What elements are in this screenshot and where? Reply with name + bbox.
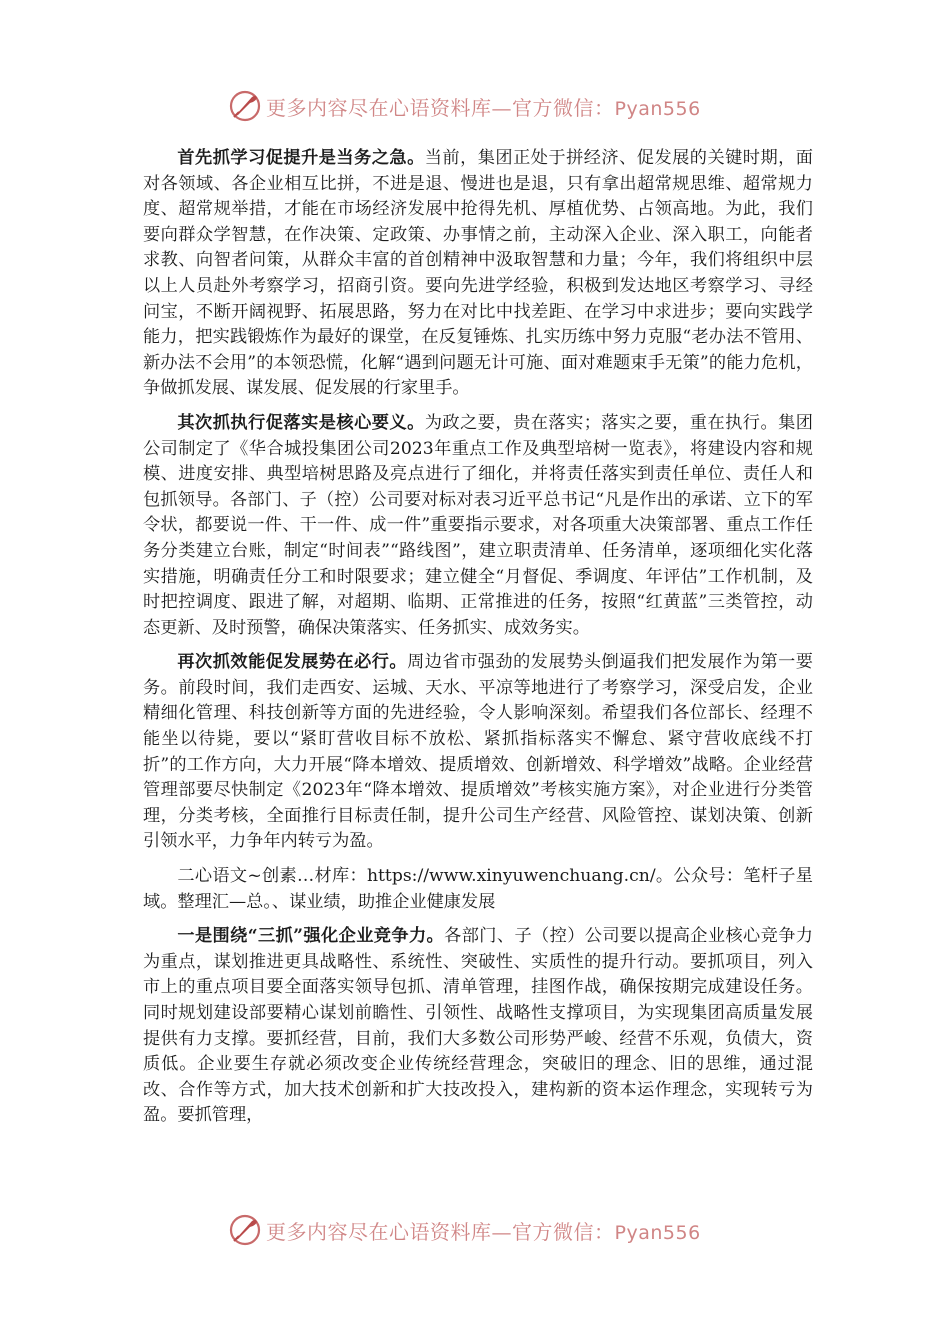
paragraph — [143, 924, 813, 1129]
paragraph-text: 当前，集团正处于拼经济、促发展的关键时期，面对各领域、各企业相互比拼，不进是退、慢进也是退，只有拿出超常规思维、超常规力度、超常规举措，才能在市场经济发展中抢得先机、厚植优势、占领高地。为此，我们要向群众学智慧，在作决策、定政策、办事情之前，主动深入企业、深入职工，向能者求教、向智者问策，从群众丰富的首创精神中汲取智慧和力量；今年，我们将组织中层以上人员赴外考察学习，招商引资。要向先进学经验，积极到发达地区考察学习、寻经问宝，不断开阔视野、拓展思路，努力在对比中找差距、在学习中求进步；要向实践学能力，把实践锻炼作为最好的课堂，在反复锤炼、扎实历练中努力克服“老办法不管用、新办法不会用”的本领恐慌，化解“遇到问题无计可施、面对难题束手无策”的能力危机，争做抓发展、谋发展、促发展的行家里手。 — [143, 148, 813, 399]
paragraph-lead: 首先抓学习促提升是当务之急。 — [177, 148, 425, 168]
paragraph-lead: 其次抓执行促落实是核心要义。 — [177, 412, 425, 433]
paragraph-lead: 一是围绕“三抓”强化企业竞争力。 — [177, 926, 445, 947]
paragraph-text: 各部门、子（控）公司要以提高企业核心竞争力为重点，谋划推进更具战略性、系统性、突破性、实质性的提升行动。要抓项目，列入市上的重点项目要全面落实领导包抓、清单管理，挂图作战，确保按期完成建设任务。同时规划建设部要精心谋划前瞻性、引领性、战略性支撑项目，为实现集团高质量发展提供有力支撑。要抓经营，目前，我们大多数公司形势严峻、经营不乐观，负债大，资质低。企业要生存就必须改变企业传统经营理念，突破旧的理念、旧的思维，通过混改、合作等方式，加大技术创新和扩大技改投入，建构新的资本运作理念，实现转亏为盈。要抓管理， — [143, 926, 813, 1126]
paragraph — [143, 650, 813, 855]
quill-pen-circle-logo-icon — [228, 1213, 262, 1247]
footer-watermark — [228, 1210, 728, 1250]
paragraph — [143, 411, 813, 641]
watermark-text: 更多内容尽在心语资料库—官方微信：Pyan556 — [266, 1219, 701, 1244]
paragraph-text: 周边省市强劲的发展势头倒逼我们把发展作为第一要务。前段时间，我们走西安、运城、天水、平凉等地进行了考察学习，深受启发，企业精细化管理、科技创新等方面的先进经验，令人影响深刻。希望我们各位部长、经理不能坐以待毙，要以“紧盯营收目标不放松、紧抓指标落实不懈怠、紧守营收底线不打折”的工作方向，大力开展“降本增效、提质增效、创新增效、科学增效”战略。企业经营管理部要尽快制定《2023年“降本增效、提质增效”考核实施方案》，对企业进行分类管理，分类考核，全面推行目标责任制，提升公司生产经营、风险管控、谋划决策、创新引领水平，力争年内转亏为盈。 — [143, 652, 813, 852]
watermark-text: 更多内容尽在心语资料库—官方微信：Pyan556 — [266, 95, 701, 120]
paragraph-lead: 再次抓效能促发展势在必行。 — [177, 652, 408, 673]
paragraph — [143, 864, 813, 915]
document-body — [143, 146, 813, 1138]
wechat-id: Pyan556 — [614, 97, 701, 120]
paragraph-text: 二心语文~创素…材库：https://www.xinyuwenchuang.cn/。公众号：笔杆子星域。整理汇—总。、谋业绩，助推企业健康发展 — [143, 866, 813, 912]
paragraph — [143, 146, 813, 402]
wechat-id: Pyan556 — [614, 1221, 701, 1244]
paragraph-text: 为政之要，贵在落实；落实之要，重在执行。集团公司制定了《华合城投集团公司2023年重点工作及典型培树一览表》，将建设内容和规模、进度安排、典型培树思路及亮点进行了细化，并将责任落实到责任单位、责任人和包抓领导。各部门、子（控）公司要对标对表习近平总书记“凡是作出的承诺、立下的军令状，都要说一件、干一件、成一件”重要指示要求，对各项重大决策部署、重点工作任务分类建立台账，制定“时间表”“路线图”，建立职责清单、任务清单，逐项细化实化落实措施，明确责任分工和时限要求；建立健全“月督促、季调度、年评估”工作机制，及时把控调度、跟进了解，对超期、临期、正常推进的任务，按照“红黄蓝”三类管控，动态更新、及时预警，确保决策落实、任务抓实、成效务实。 — [143, 412, 813, 638]
quill-pen-circle-logo-icon — [228, 89, 262, 123]
header-watermark — [228, 86, 728, 126]
